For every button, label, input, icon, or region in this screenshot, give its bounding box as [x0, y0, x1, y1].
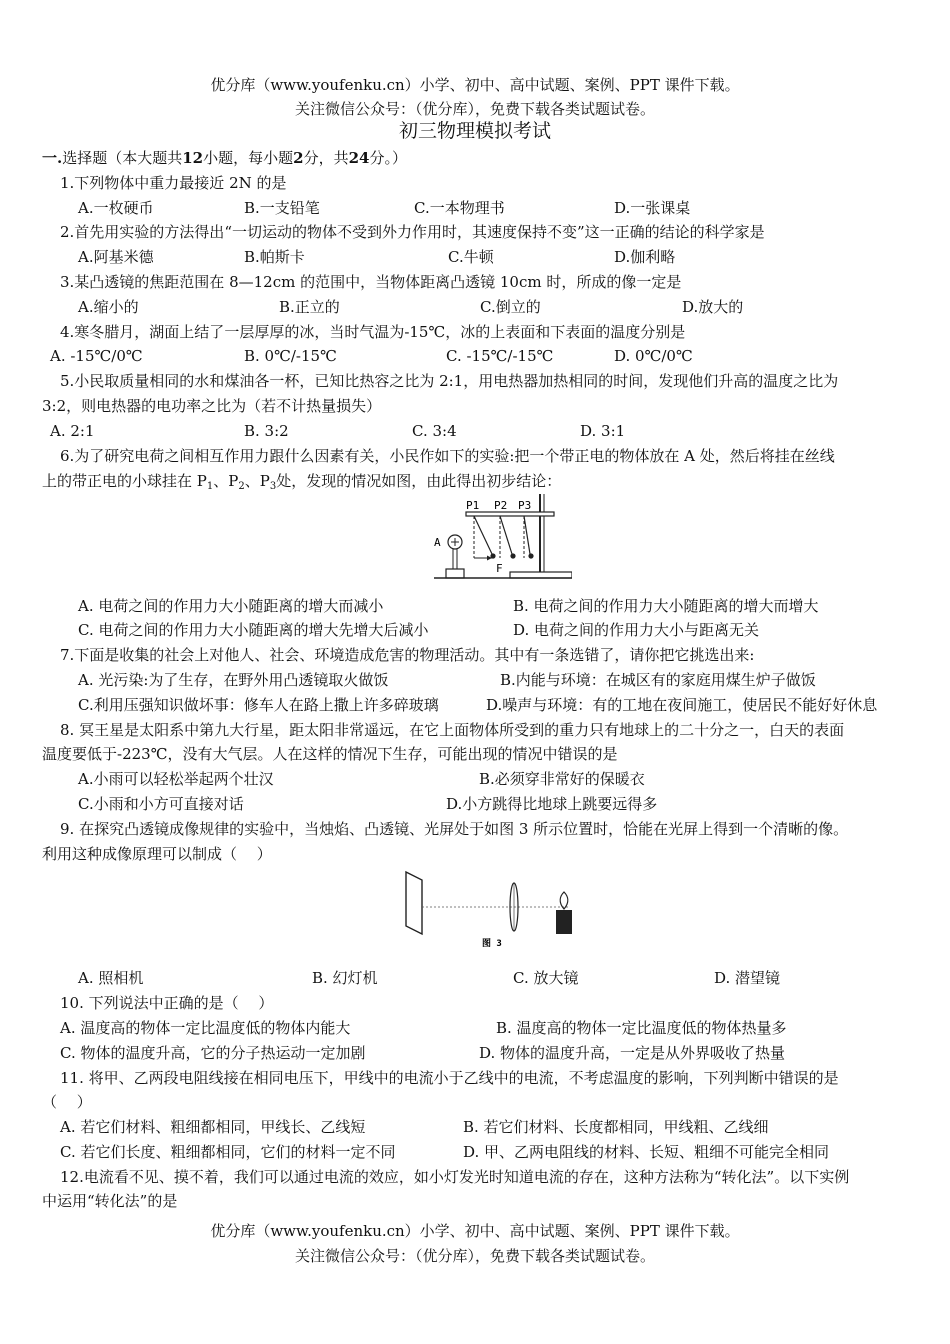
q7-option-d[interactable]: D.噪声与环境：有的工地在夜间施工，使居民不能好好休息: [486, 696, 878, 714]
q2-option-d[interactable]: D.伽利略: [614, 248, 676, 266]
q9-stem-line-1: 9. 在探究凸透镜成像规律的实验中，当烛焰、凸透镜、光屏处于如图 3 所示位置时，恰能在光屏上得到一个清晰的像。: [60, 820, 849, 838]
q9-option-c[interactable]: C. 放大镜: [513, 969, 579, 987]
candle-flame: [560, 892, 568, 909]
thread-p2: [500, 516, 512, 554]
q5-option-a[interactable]: A. 2:1: [50, 422, 95, 440]
q1-stem: 1.下列物体中重力最接近 2N 的是: [60, 174, 287, 192]
q8-stem-line-2: 温度要低于-223℃，没有大气层。人在这样的情况下生存，可能出现的情况中错误的是: [42, 745, 618, 763]
header-line-1: 优分库（www.youfenku.cn）小学、初中、高中试题、案例、PPT 课件下载。: [210, 76, 740, 94]
figure-caption: 图 3: [482, 939, 502, 948]
q9-option-b[interactable]: B. 幻灯机: [312, 969, 378, 987]
label-a: A: [434, 536, 441, 549]
q5-stem-line-2: 3:2，则电热器的电功率之比为（若不计热量损失）: [42, 397, 382, 415]
q10-option-d[interactable]: D. 物体的温度升高，一定是从外界吸收了热量: [479, 1044, 786, 1062]
q8-stem-line-1: 8. 冥王星是太阳系中第九大行星，距太阳非常遥远，在它上面物体所受到的重力只有地球上的二十分之一，白天的表面: [60, 721, 845, 739]
q2-option-b[interactable]: B.帕斯卡: [244, 248, 305, 266]
q3-option-c[interactable]: C.倒立的: [480, 298, 541, 316]
q4-option-d[interactable]: D. 0℃/0℃: [614, 347, 693, 365]
q12-stem-line-2: 中运用“转化法”的是: [42, 1192, 178, 1210]
q4-option-c[interactable]: C. -15℃/-15℃: [446, 347, 554, 365]
label-p1: P1: [466, 499, 480, 512]
header-line-2: 关注微信公众号：（优分库），免费下载各类试题试卷。: [294, 100, 655, 118]
page-title: 初三物理模拟考试: [398, 120, 551, 142]
q8-option-a[interactable]: A.小雨可以轻松举起两个壮汉: [78, 770, 274, 788]
q6-option-b[interactable]: B. 电荷之间的作用力大小随距离的增大而增大: [513, 597, 819, 615]
q7-option-c[interactable]: C.利用压强知识做坏事：修车人在路上撒上许多碎玻璃: [78, 696, 439, 714]
light-screen: [406, 872, 422, 934]
q11-option-c[interactable]: C. 若它们长度、粗细都相同，它们的材料一定不同: [60, 1143, 396, 1161]
label-f: F: [496, 562, 503, 575]
q11-stem-line-1: 11. 将甲、乙两段电阻线接在相同电压下，甲线中的电流小于乙线中的电流，不考虑温度的影响，下列判断中错误的是: [60, 1069, 839, 1087]
thread-p3: [524, 516, 530, 554]
q3-option-d[interactable]: D.放大的: [682, 298, 744, 316]
footer-line-2: 关注微信公众号：（优分库），免费下载各类试题试卷。: [294, 1247, 655, 1265]
q8-option-d[interactable]: D.小方跳得比地球上跳要远得多: [446, 795, 658, 813]
q11-option-a[interactable]: A. 若它们材料、粗细都相同，甲线长、乙线短: [60, 1118, 366, 1136]
q11-option-b[interactable]: B. 若它们材料、长度都相同，甲线粗、乙线细: [463, 1118, 769, 1136]
q10-option-b[interactable]: B. 温度高的物体一定比温度低的物体热量多: [496, 1019, 787, 1037]
ball-p3: [528, 553, 533, 558]
ball-p2: [510, 553, 515, 558]
q7-option-b[interactable]: B.内能与环境：在城区有的家庭用煤生炉子做饭: [500, 671, 816, 689]
q9-option-d[interactable]: D. 潜望镜: [714, 969, 781, 987]
candle: [556, 910, 572, 934]
q8-option-c[interactable]: C.小雨和小方可直接对话: [78, 795, 244, 813]
label-p2: P2: [494, 499, 508, 512]
q1-option-b[interactable]: B.一支铅笔: [244, 199, 320, 217]
q1-option-a[interactable]: A.一枚硬币: [78, 199, 154, 217]
q4-option-b[interactable]: B. 0℃/-15℃: [244, 347, 337, 365]
q9-stem-line-2: 利用这种成像原理可以制成（ ）: [42, 845, 272, 863]
q3-stem: 3.某凸透镜的焦距范围在 8—12cm 的范围中，当物体距离凸透镜 10cm 时，所成的像一定是: [60, 273, 682, 291]
q5-option-b[interactable]: B. 3:2: [244, 422, 289, 440]
q9-option-a[interactable]: A. 照相机: [78, 969, 144, 987]
q11-stem-line-2: （ ）: [42, 1093, 92, 1111]
q2-option-c[interactable]: C.牛顿: [448, 248, 494, 266]
q2-option-a[interactable]: A.阿基米德: [78, 248, 154, 266]
q1-option-d[interactable]: D.一张课桌: [614, 199, 691, 217]
q8-option-b[interactable]: B.必须穿非常好的保暖衣: [479, 770, 645, 788]
thread-p1: [474, 516, 492, 554]
charge-experiment-figure: [432, 492, 572, 580]
q2-stem: 2.首先用实验的方法得出“一切运动的物体不受到外力作用时，其速度保持不变”这一正确的结论的科学家是: [60, 223, 765, 241]
q6-option-c[interactable]: C. 电荷之间的作用力大小随距离的增大先增大后减小: [78, 621, 429, 639]
q6-option-a[interactable]: A. 电荷之间的作用力大小随距离的增大而减小: [78, 597, 384, 615]
q10-stem: 10. 下列说法中正确的是（ ）: [60, 994, 274, 1012]
q7-stem: 7.下面是收集的社会上对他人、社会、环境造成危害的物理活动。其中有一条选错了，请你把它挑选出来:: [60, 646, 755, 664]
q10-option-a[interactable]: A. 温度高的物体一定比温度低的物体内能大: [60, 1019, 351, 1037]
q1-option-c[interactable]: C.一本物理书: [414, 199, 505, 217]
stand-crossbar: [466, 512, 554, 516]
stand-base: [510, 572, 572, 578]
section-heading: 一.选择题（本大题共12小题，每小题2分，共24分。）: [42, 149, 407, 167]
q6-option-d[interactable]: D. 电荷之间的作用力大小与距离无关: [513, 621, 760, 639]
q3-option-b[interactable]: B.正立的: [279, 298, 340, 316]
lens-imaging-figure: [398, 866, 584, 948]
q4-option-a[interactable]: A. -15℃/0℃: [50, 347, 143, 365]
q3-option-a[interactable]: A.缩小的: [78, 298, 139, 316]
q5-option-d[interactable]: D. 3:1: [580, 422, 626, 440]
footer-line-1: 优分库（www.youfenku.cn）小学、初中、高中试题、案例、PPT 课件下载。: [210, 1222, 740, 1240]
q7-option-a[interactable]: A. 光污染:为了生存，在野外用凸透镜取火做饭: [78, 671, 389, 689]
q10-option-c[interactable]: C. 物体的温度升高，它的分子热运动一定加剧: [60, 1044, 366, 1062]
q12-stem-line-1: 12.电流看不见、摸不着，我们可以通过电流的效应，如小灯发光时知道电流的存在，这种方法称为“转化法”。以下实例: [60, 1168, 850, 1186]
q6-stem-line-2: 上的带正电的小球挂在 $P_1$、$P_2$、$P_3$处，发现的情况如图，由此得出初步结论：: [42, 472, 562, 492]
q5-stem-line-1: 5.小民取质量相同的水和煤油各一杯，已知比热容之比为 2:1，用电热器加热相同的时间，发现他们升高的温度之比为: [60, 372, 839, 390]
label-p3: P3: [518, 499, 532, 512]
q4-stem: 4.寒冬腊月，湖面上结了一层厚厚的冰，当时气温为-15℃，冰的上表面和下表面的温度分别是: [60, 323, 686, 341]
q5-option-c[interactable]: C. 3:4: [412, 422, 457, 440]
q6-stem-line-1: 6.为了研究电荷之间相互作用力跟什么因素有关，小民作如下的实验:把一个带正电的物体放在 A 处，然后将挂在丝线: [60, 447, 835, 465]
q11-option-d[interactable]: D. 甲、乙两电阻线的材料、长短、粗细不可能完全相同: [463, 1143, 830, 1161]
